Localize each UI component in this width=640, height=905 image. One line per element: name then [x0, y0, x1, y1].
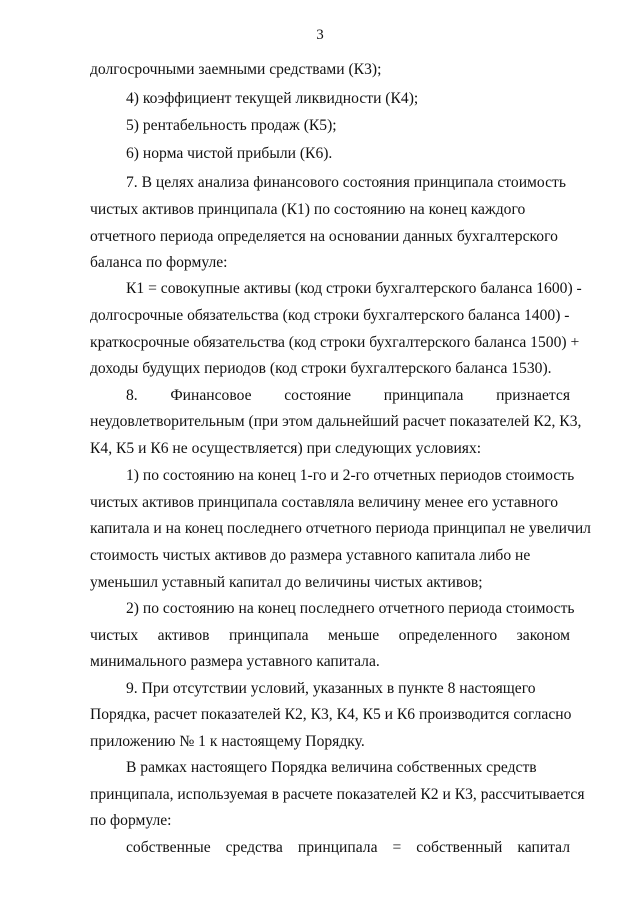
own-funds-paragraph-line: В рамках настоящего Порядка величина собственных средств [126, 759, 537, 776]
condition-1-line: стоимость чистых активов до размера уставного капитала либо не [90, 547, 531, 564]
paragraph-7-line: чистых активов принципала (К1) по состоянию на конец каждого [90, 201, 526, 218]
word: 8. [126, 387, 138, 404]
word: состояние [284, 387, 352, 404]
equals-sign: = [392, 839, 402, 856]
text-line: долгосрочными заемными средствами (К3); [90, 61, 382, 78]
word: средства [225, 839, 283, 856]
word: капитал [517, 839, 570, 856]
own-funds-paragraph-line: принципала, используемая в расчете показателей К2 и К3, рассчитывается [90, 786, 585, 803]
list-item-k5: 5) рентабельность продаж (К5); [126, 117, 337, 134]
list-item-k4: 4) коэффициент текущей ликвидности (К4); [126, 90, 419, 107]
word: признается [496, 387, 570, 404]
condition-2-line: минимального размера уставного капитала. [90, 653, 380, 670]
paragraph-7-line: отчетного периода определяется на основании данных бухгалтерского [90, 228, 558, 245]
word: принципала [228, 627, 309, 644]
paragraph-9-line: Порядка, расчет показателей К2, К3, К4, К5 и К6 производится согласно [90, 706, 572, 723]
paragraph-8-first-line [126, 387, 570, 405]
condition-1-line: уменьшил уставный капитал до величины чистых активов; [90, 574, 483, 591]
paragraph-9-line: 9. При отсутствии условий, указанных в пункте 8 настоящего [126, 680, 536, 697]
word: принципала [383, 387, 464, 404]
paragraph-7-line: 7. В целях анализа финансового состояния принципала стоимость [126, 174, 566, 191]
word: чистых [90, 627, 139, 644]
word: собственный [416, 839, 503, 856]
own-funds-formula-line [126, 839, 570, 857]
own-funds-paragraph-line: по формуле: [90, 812, 172, 829]
list-item-k6: 6) норма чистой прибыли (К6). [126, 145, 333, 162]
formula-line: долгосрочные обязательства (код строки бухгалтерского баланса 1400) - [90, 307, 570, 324]
paragraph-7-line: баланса по формуле: [90, 254, 228, 271]
condition-1-line: капитала и на конец последнего отчетного периода принципал не увеличил [90, 520, 591, 537]
word: Финансовое [170, 387, 252, 404]
word: меньше [328, 627, 380, 644]
condition-1-line: чистых активов принципала составляла величину менее его уставного [90, 494, 559, 511]
condition-1-line: 1) по состоянию на конец 1-го и 2-го отчетных периодов стоимость [126, 467, 575, 484]
condition-2-justified-line [90, 627, 570, 645]
paragraph-8-line: К4, К5 и К6 не осуществляется) при следующих условиях: [90, 440, 482, 457]
formula-line: доходы будущих периодов (код строки бухгалтерского баланса 1530). [90, 360, 552, 377]
condition-2-line: 2) по состоянию на конец последнего отчетного периода стоимость [126, 600, 575, 617]
formula-line: краткосрочные обязательства (код строки бухгалтерского баланса 1500) + [90, 334, 580, 351]
word: активов [157, 627, 210, 644]
word: определенного [398, 627, 498, 644]
page-number: 3 [316, 27, 324, 43]
word: собственные [126, 839, 211, 856]
formula-line: К1 = совокупные активы (код строки бухгалтерского баланса 1600) - [126, 280, 582, 297]
word: принципала [297, 839, 378, 856]
paragraph-9-line: приложению № 1 к настоящему Порядку. [90, 733, 365, 750]
paragraph-8-line: неудовлетворительным (при этом дальнейший расчет показателей К2, К3, [90, 413, 582, 430]
word: законом [516, 627, 570, 644]
